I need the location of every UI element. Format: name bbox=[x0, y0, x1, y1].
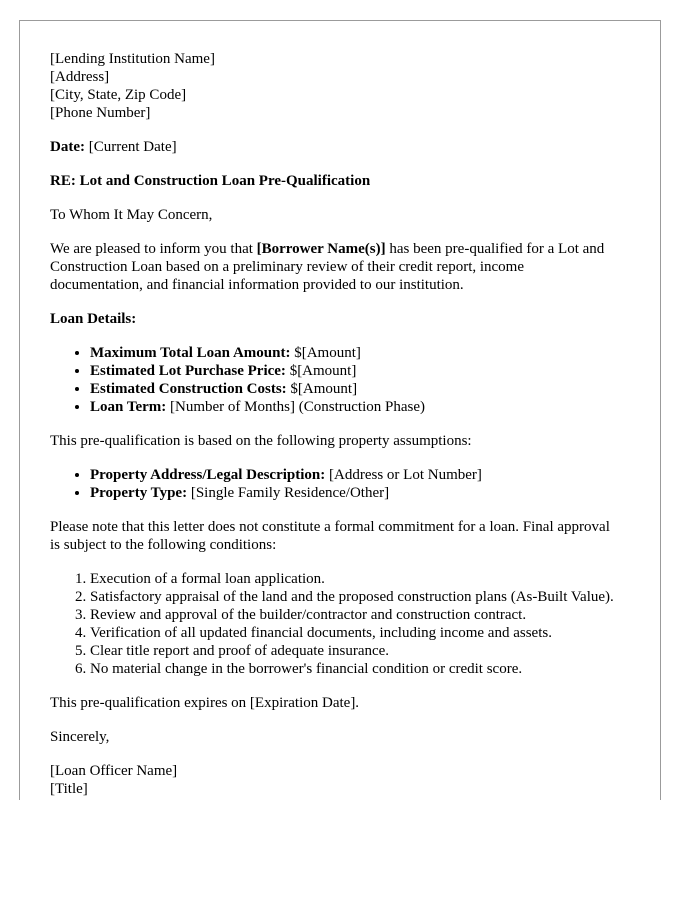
letter-page bbox=[19, 20, 661, 800]
loan-item-value: $[Amount] bbox=[285, 363, 357, 379]
list-item bbox=[90, 344, 620, 362]
loan-item-label: Maximum Total Loan Amount: bbox=[90, 345, 291, 361]
letter-body bbox=[50, 50, 620, 800]
expiry-line: This pre-qualification expires on [Expiration Date]. bbox=[50, 695, 360, 711]
property-list bbox=[50, 466, 620, 502]
intro-text-after: has been pre-qualified for a Lot and Construction Loan based on a preliminary review of their credit report, income documentation, and financial information provided to our institution. bbox=[50, 241, 605, 293]
loan-item-label: Estimated Lot Purchase Price: bbox=[90, 363, 286, 379]
intro-text-before: We are pleased to inform you that bbox=[50, 241, 257, 257]
list-item bbox=[90, 398, 620, 416]
loan-item-value: [Number of Months] (Construction Phase) bbox=[166, 399, 425, 415]
signature-block bbox=[50, 762, 620, 798]
property-item-label: Property Address/Legal Description: bbox=[90, 467, 326, 483]
list-item bbox=[90, 380, 620, 398]
closing: Sincerely, bbox=[50, 729, 110, 745]
property-item-value: [Single Family Residence/Other] bbox=[187, 485, 390, 501]
loan-details-list bbox=[50, 344, 620, 416]
list-item: 1. Execution of a formal loan application. bbox=[90, 570, 620, 588]
list-item: 5. Clear title report and proof of adequate insurance. bbox=[90, 642, 620, 660]
date-line bbox=[50, 138, 620, 156]
loan-item-value: $[Amount] bbox=[290, 345, 361, 361]
list-item: 2. Satisfactory appraisal of the land and the proposed construction plans (As-Built Value). bbox=[90, 588, 620, 606]
list-item bbox=[90, 484, 620, 502]
institution-address: [Address] bbox=[50, 69, 110, 85]
loan-item-label: Loan Term: bbox=[90, 399, 167, 415]
institution-city-state-zip: [City, State, Zip Code] bbox=[50, 87, 187, 103]
institution-name: [Lending Institution Name] bbox=[50, 51, 215, 67]
conditions-intro: Please note that this letter does not constitute a formal commitment for a loan. Final approval is subject to the following conditions: bbox=[50, 519, 610, 553]
list-item: 6. No material change in the borrower's financial condition or credit score. bbox=[90, 660, 620, 678]
loan-details-heading: Loan Details: bbox=[50, 311, 137, 327]
property-intro: This pre-qualification is based on the following property assumptions: bbox=[50, 433, 472, 449]
list-item: 4. Verification of all updated financial documents, including income and assets. bbox=[90, 624, 620, 642]
date-label: Date: bbox=[50, 139, 85, 155]
date-value: [Current Date] bbox=[88, 139, 177, 155]
list-item bbox=[90, 362, 620, 380]
loan-item-label: Estimated Construction Costs: bbox=[90, 381, 287, 397]
salutation: To Whom It May Concern, bbox=[50, 207, 213, 223]
subject-line: RE: Lot and Construction Loan Pre-Qualification bbox=[50, 173, 371, 189]
property-item-label: Property Type: bbox=[90, 485, 188, 501]
borrower-name: [Borrower Name(s)] bbox=[256, 241, 386, 257]
loan-officer-title: [Title] bbox=[50, 781, 88, 797]
list-item: 3. Review and approval of the builder/contractor and construction contract. bbox=[90, 606, 620, 624]
intro-paragraph bbox=[50, 240, 620, 294]
list-item bbox=[90, 466, 620, 484]
institution-phone: [Phone Number] bbox=[50, 105, 151, 121]
conditions-list bbox=[50, 570, 620, 678]
loan-officer-name: [Loan Officer Name] bbox=[50, 763, 178, 779]
loan-item-value: $[Amount] bbox=[286, 381, 358, 397]
property-item-value: [Address or Lot Number] bbox=[325, 467, 482, 483]
address-block bbox=[50, 50, 620, 122]
